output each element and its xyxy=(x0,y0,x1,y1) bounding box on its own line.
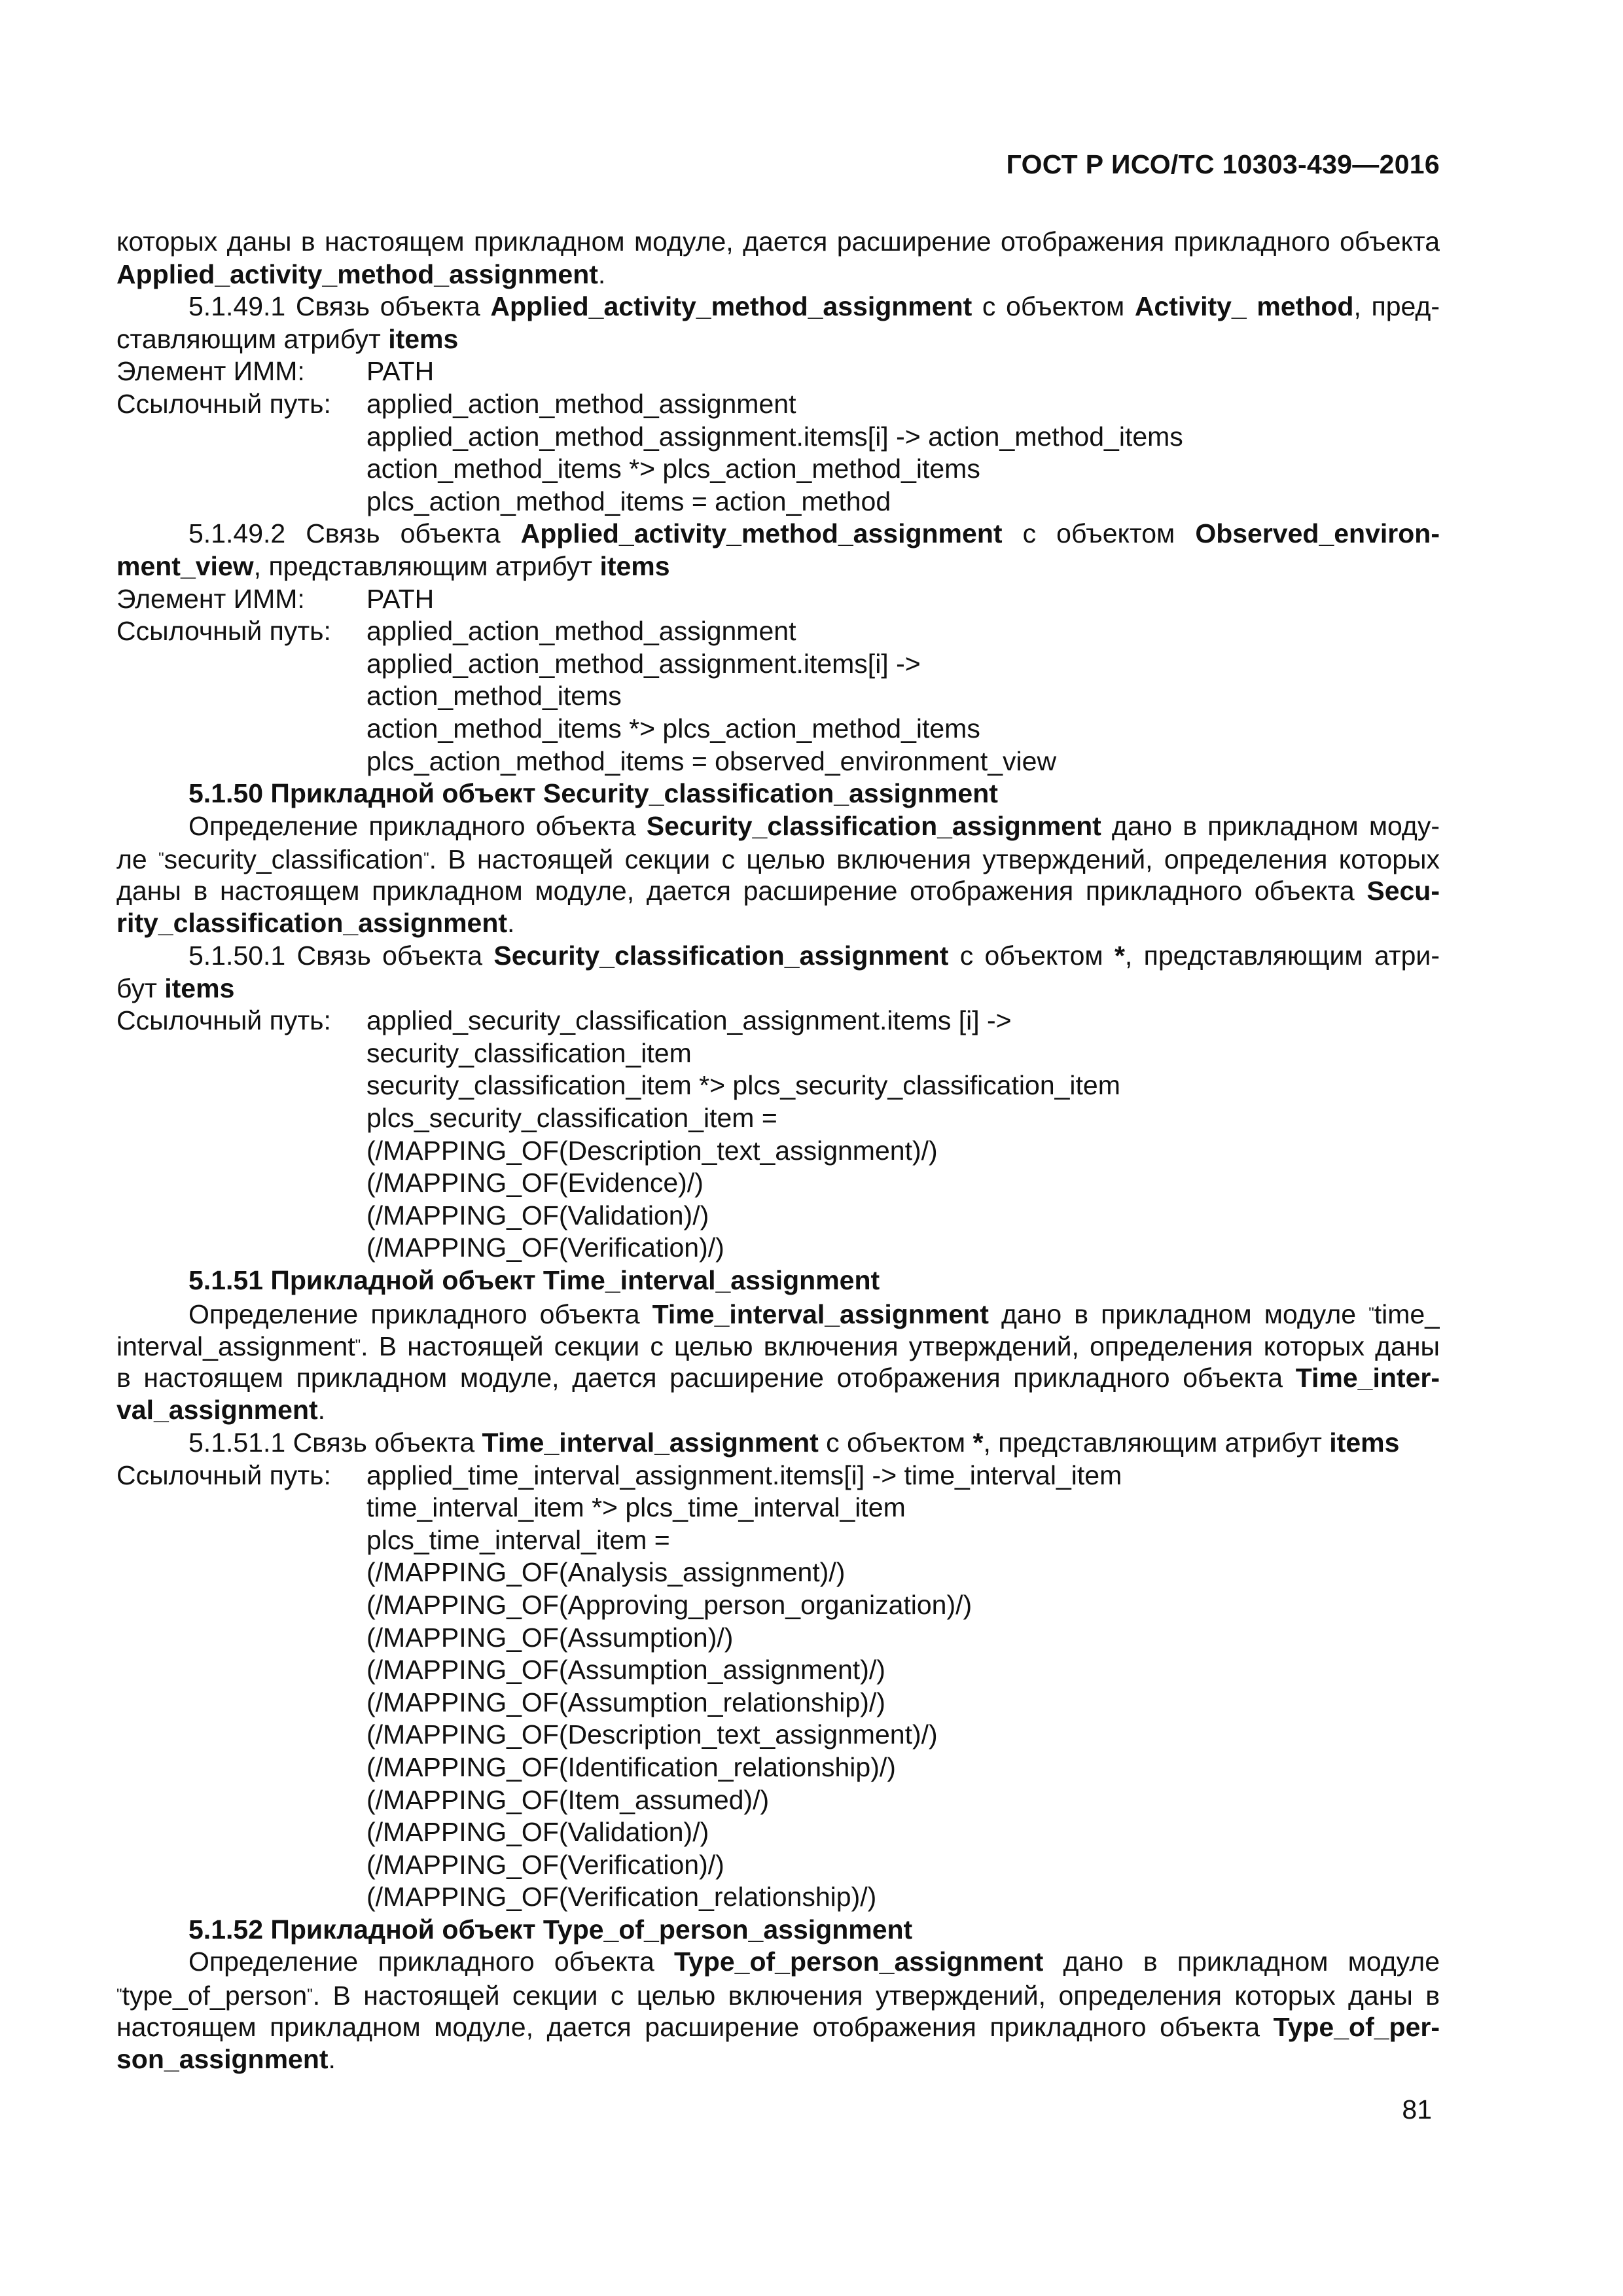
paragraph-line: бут items xyxy=(116,973,235,1003)
reference-path-row: (/MAPPING_OF(Analysis_assignment)/) xyxy=(366,1557,846,1588)
reference-path-row: security_classification_item *> plcs_security_classification_item xyxy=(366,1070,1120,1101)
reference-path-row: applied_action_method_assignment.items[i] -> xyxy=(366,648,921,679)
reference-path-row: (/MAPPING_OF(Approving_person_organization)/) xyxy=(366,1589,972,1620)
subsection-heading-5-1-49-2: 5.1.49.2 Связь объекта Applied_activity_method_assignment с объектом Observed_environ- xyxy=(188,518,1440,549)
reference-path-row: plcs_time_interval_item = xyxy=(366,1524,670,1555)
reference-path-row: (/MAPPING_OF(Validation)/) xyxy=(366,1817,709,1848)
reference-path-row: action_method_items *> plcs_action_method_items xyxy=(366,454,980,484)
subsection-heading-5-1-51-1: 5.1.51.1 Связь объекта Time_interval_assignment с объектом *, представляющим атрибут items xyxy=(188,1427,1400,1458)
reference-path-row: (/MAPPING_OF(Assumption_assignment)/) xyxy=(366,1655,885,1685)
paragraph-line: которых даны в настоящем прикладном модуле, дается расширение отображения прикладного объекта xyxy=(116,226,1440,257)
subsection-heading-5-1-49-1: 5.1.49.1 Связь объекта Applied_activity_method_assignment с объектом Activity_ method, пред- xyxy=(188,291,1440,322)
reference-path-row: Ссылочный путь: applied_action_method_assignment xyxy=(116,388,796,419)
page-number: 81 xyxy=(1402,2094,1432,2125)
section-heading-5-1-52: 5.1.52 Прикладной объект Type_of_person_assignment xyxy=(188,1914,913,1945)
document-page xyxy=(116,0,1440,2296)
paragraph-line: Applied_activity_method_assignment. xyxy=(116,259,606,289)
page-body xyxy=(116,226,1440,2076)
aim-element-row: Элемент ИММ: PATH xyxy=(116,356,435,387)
reference-path-row: (/MAPPING_OF(Verification)/) xyxy=(366,1232,724,1263)
paragraph-line: interval_assignment". В настоящей секции с целью включения утверждений, определения которых даны xyxy=(116,1331,1440,1362)
reference-path-row: (/MAPPING_OF(Verification)/) xyxy=(366,1849,724,1880)
reference-path-row: (/MAPPING_OF(Assumption)/) xyxy=(366,1622,734,1653)
reference-path-row: Ссылочный путь: applied_action_method_assignment xyxy=(116,616,796,647)
reference-path-row: (/MAPPING_OF(Description_text_assignment)/) xyxy=(366,1719,938,1750)
reference-path-row: (/MAPPING_OF(Verification_relationship)/) xyxy=(366,1882,877,1912)
paragraph-line: rity_classification_assignment. xyxy=(116,908,515,939)
paragraph-line: Определение прикладного объекта Time_interval_assignment дано в прикладном модуле "time_ xyxy=(188,1299,1440,1329)
reference-path-row: (/MAPPING_OF(Validation)/) xyxy=(366,1200,709,1230)
subsection-heading-5-1-50-1: 5.1.50.1 Связь объекта Security_classification_assignment с объектом *, представляющим атри- xyxy=(188,941,1440,971)
reference-path-row: plcs_action_method_items = observed_environment_view xyxy=(366,745,1057,776)
paragraph-line: "type_of_person". В настоящей секции с целью включения утверждений, определения которых даны в xyxy=(116,1981,1440,2011)
reference-path-row: plcs_action_method_items = action_method xyxy=(366,486,891,516)
reference-path-row: security_classification_item xyxy=(366,1037,692,1068)
reference-path-row: (/MAPPING_OF(Evidence)/) xyxy=(366,1168,704,1198)
aim-element-row: Элемент ИММ: PATH xyxy=(116,583,435,614)
paragraph-line: даны в настоящем прикладном модуле, дается расширение отображения прикладного объекта Secu- xyxy=(116,875,1440,906)
paragraph-line: son_assignment. xyxy=(116,2044,336,2075)
paragraph-line: настоящем прикладном модуле, дается расширение отображения прикладного объекта Type_of_per- xyxy=(116,2011,1440,2042)
paragraph-line: в настоящем прикладном модуле, дается расширение отображения прикладного объекта Time_inter- xyxy=(116,1362,1440,1393)
paragraph-line: ставляющим атрибут items xyxy=(116,323,459,354)
paragraph-line: val_assignment. xyxy=(116,1395,326,1426)
reference-path-row: (/MAPPING_OF(Assumption_relationship)/) xyxy=(366,1687,885,1717)
paragraph-line: Определение прикладного объекта Type_of_person_assignment дано в прикладном модуле xyxy=(188,1946,1440,1977)
reference-path-row: (/MAPPING_OF(Item_assumed)/) xyxy=(366,1784,770,1815)
reference-path-row: applied_action_method_assignment.items[i] -> action_method_items xyxy=(366,421,1183,452)
paragraph-line: ле "security_classification". В настоящей секции с целью включения утверждений, определения которых xyxy=(116,844,1440,875)
reference-path-row: action_method_items *> plcs_action_method_items xyxy=(366,713,980,744)
reference-path-row: (/MAPPING_OF(Identification_relationship)/) xyxy=(366,1751,896,1782)
reference-path-row: action_method_items xyxy=(366,681,622,711)
reference-path-row: (/MAPPING_OF(Description_text_assignment)/) xyxy=(366,1135,938,1166)
paragraph-line: ment_view, представляющим атрибут items xyxy=(116,550,670,581)
reference-path-row: plcs_security_classification_item = xyxy=(366,1103,777,1134)
page-header: ГОСТ Р ИСО/ТС 10303-439—2016 xyxy=(1006,149,1440,179)
reference-path-row: Ссылочный путь: applied_time_interval_assignment.items[i] -> time_interval_item xyxy=(116,1460,1122,1490)
section-heading-5-1-51: 5.1.51 Прикладной объект Time_interval_assignment xyxy=(188,1265,880,1295)
section-heading-5-1-50: 5.1.50 Прикладной объект Security_classification_assignment xyxy=(188,778,998,809)
paragraph-line: Определение прикладного объекта Security_classification_assignment дано в прикладном моду- xyxy=(188,810,1440,841)
reference-path-row: time_interval_item *> plcs_time_interval_item xyxy=(366,1492,906,1523)
reference-path-row: Ссылочный путь: applied_security_classification_assignment.items [i] -> xyxy=(116,1005,1012,1036)
